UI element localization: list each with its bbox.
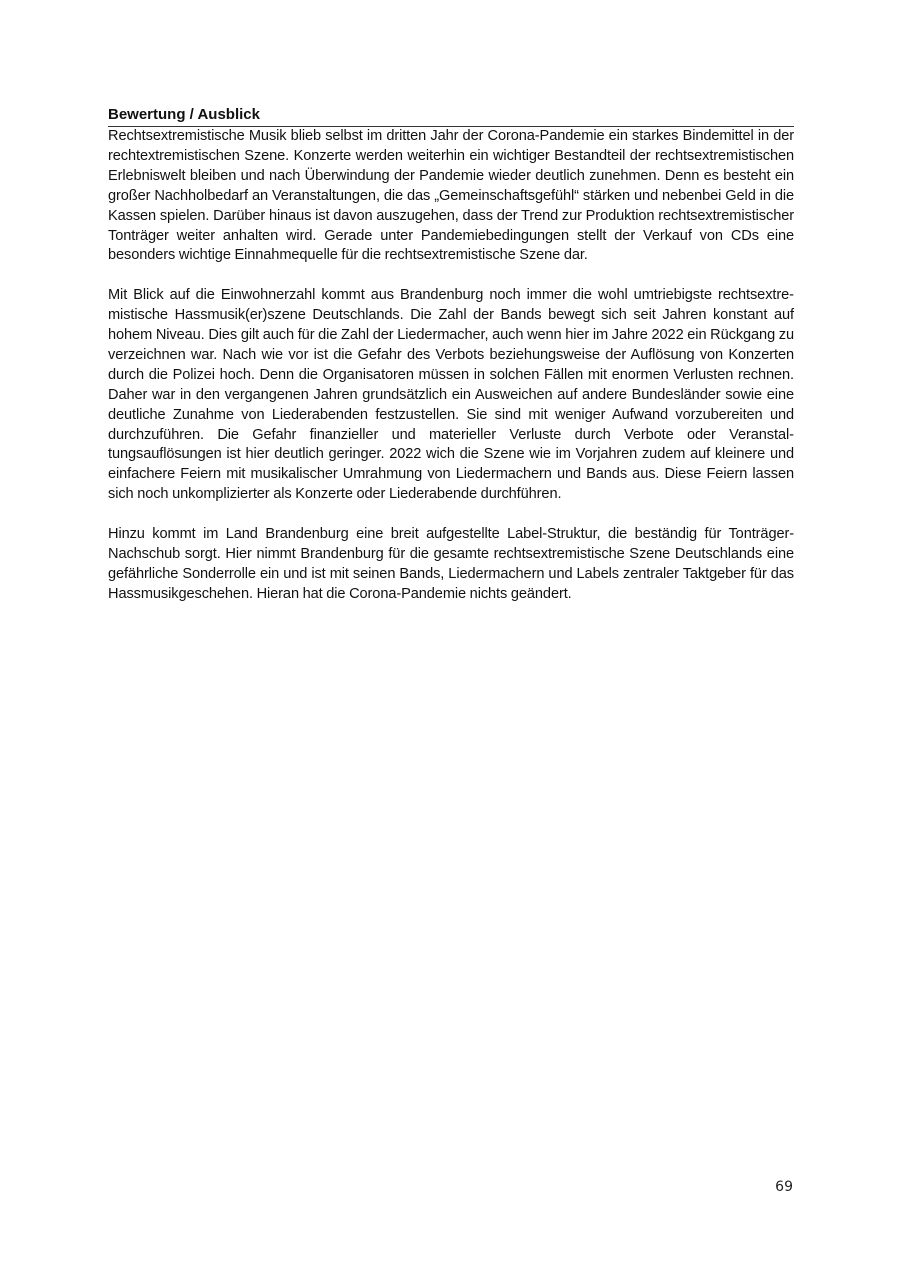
section-heading: Bewertung / Ausblick	[108, 104, 794, 127]
paragraph-brandenburg-scene: Mit Blick auf die Einwohnerzahl kommt aus Brandenburg noch immer die wohl umtriebigste rechtsextremistische Hassmusik(er)szene Deutschlands. Die Zahl der Bands bewegt sich seit Jahren konstant auf hohem Niveau. Dies gilt auch für die Zahl der Liedermacher, auch wenn hier im Jahre 2022 ein Rückgang zu verzeichnen war. Nach wie vor ist die Gefahr des Verbots beziehungsweise der Auflösung von Konzerten durch die Polizei hoch. Denn die Organisatoren müssen in solchen Fällen mit enormen Verlusten rechnen. Daher war in den vergangenen Jahren grundsätzlich ein Ausweichen auf andere Bundesländer sowie eine deutliche Zunahme von Liederabenden festzustellen. Sie sind mit weniger Aufwand vorzubereiten und durchzuführen. Die Gefahr finanzieller und materieller Verluste durch Verbote oder Veranstaltungsauflösungen ist hier deutlich geringer. 2022 wich die Szene wie im Vorjahren zudem auf kleinere und einfachere Feiern mit musikalischer Umrahmung von Liedermachern und Bands aus. Diese Feiern lassen sich noch unkomplizierter als Konzerte oder Liederabende durchführen.	[108, 287, 794, 503]
paragraph-music-assessment: Rechtsextremistische Musik blieb selbst im dritten Jahr der Corona-Pandemie ein starkes Bindemittel in der rechtextremistischen Szene. Konzerte werden weiterhin ein wichtiger Bestandteil der rechtsextremistischen Erlebniswelt bleiben und nach Überwindung der Pandemie wieder deutlich zunehmen. Denn es besteht ein großer Nachholbedarf an Veranstaltungen, die das „Gemeinschaftsgefühl“ stärken und nebenbei Geld in die Kassen spielen. Darüber hinaus ist davon auszugehen, dass der Trend zur Produktion rechtsextremistischer Tonträger weiter anhalten wird. Gerade unter Pandemiebedingungen stellt der Verkauf von CDs eine besonders wichtige Einnahmequelle für die rechtsextremistische Szene dar.	[108, 128, 794, 264]
page-content	[108, 104, 794, 605]
page-number: 69	[775, 1179, 793, 1195]
paragraph-label-structure: Hinzu kommt im Land Brandenburg eine breit aufgestellte Label-Struktur, die beständig für Tonträger-Nachschub sorgt. Hier nimmt Brandenburg für die gesamte rechtsextremistische Szene Deutschlands eine gefährliche Sonderrolle ein und ist mit seinen Bands, Liedermachern und Labels zentraler Taktgeber für das Hassmusikgeschehen. Hieran hat die Corona-Pandemie nichts geändert.	[108, 526, 794, 602]
